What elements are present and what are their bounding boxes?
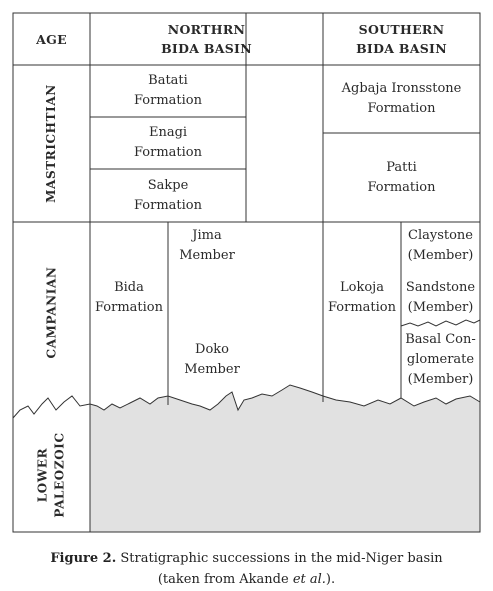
header-age-text: AGE (36, 31, 67, 47)
claystone-member (401, 226, 480, 266)
claystone-line1: Claystone (408, 228, 473, 243)
sakpe-line1: Sakpe (147, 177, 189, 193)
claystone-line2: (Member) (407, 248, 474, 263)
jima-line2: Member (179, 248, 235, 263)
patti-line2: Formation (367, 179, 436, 195)
header-southern-line2: BIDA BASIN (356, 41, 447, 56)
sandstone-line1: Sandstone (405, 280, 476, 295)
agbaja-line2: Formation (367, 101, 436, 116)
agbaja-line1: Agbaja Ironsstone (341, 81, 462, 96)
header-southern-line1: SOUTHERN (358, 22, 445, 37)
age-lower-paleozoic-line2: PALEOZOIC (52, 432, 67, 518)
enagi-line2: Formation (133, 145, 202, 160)
doko-line2: Member (184, 362, 240, 377)
patti-line1: Patti (386, 159, 417, 175)
patti-formation (323, 133, 480, 222)
basal-line1: Basal Con- (405, 332, 476, 347)
caption-line2-prefix: (taken from Akande (157, 572, 293, 587)
enagi-line1: Enagi (148, 125, 188, 140)
enagi-formation (90, 117, 246, 169)
doko-member (168, 340, 256, 380)
sandstone-line2: (Member) (407, 300, 474, 315)
jima-member (168, 226, 246, 266)
age-campanian (13, 222, 90, 402)
caption-label: Figure 2. (50, 551, 117, 566)
age-maastrichtian (13, 65, 90, 222)
bida-formation (90, 278, 168, 318)
age-maastrichtian-text: MASTRICHTIAN (44, 84, 58, 203)
age-lower-paleozoic (13, 418, 90, 532)
lokoja-line2: Formation (327, 300, 396, 315)
lokoja-line1: Lokoja (340, 280, 384, 295)
agbaja-formation (323, 65, 480, 133)
caption-line1 (0, 548, 493, 569)
header-northern-line2: BIDA BASIN (161, 41, 252, 56)
doko-line1: Doko (195, 342, 229, 357)
caption-text: Stratigraphic successions in the mid-Niger basin (116, 551, 443, 566)
sakpe-formation (90, 169, 246, 222)
bida-line2: Formation (94, 300, 163, 315)
caption-line2-suffix: ). (325, 572, 336, 587)
batati-line2: Formation (133, 93, 202, 108)
age-lower-paleozoic-line1: LOWER (35, 447, 50, 503)
bida-line1: Bida (114, 280, 144, 295)
age-campanian-text: CAMPANIAN (44, 266, 58, 358)
figure-caption (0, 548, 493, 590)
sandstone-member (401, 278, 480, 318)
header-southern (323, 13, 480, 65)
basement-fill (90, 385, 480, 532)
header-northern (90, 13, 323, 65)
header-age (13, 13, 90, 65)
basal-line2: glomerate (406, 352, 475, 367)
jima-line1: Jima (192, 228, 222, 243)
batati-formation (90, 65, 246, 117)
lokoja-formation (323, 278, 401, 318)
caption-line2-italic: et al. (292, 572, 326, 587)
sakpe-line2: Formation (133, 197, 202, 213)
header-northern-line1: NORTHRN (167, 22, 246, 37)
basal-conglomerate-member (401, 330, 480, 390)
batati-line1: Batati (148, 73, 188, 88)
basal-line3: (Member) (407, 372, 474, 387)
caption-line2 (0, 569, 493, 590)
